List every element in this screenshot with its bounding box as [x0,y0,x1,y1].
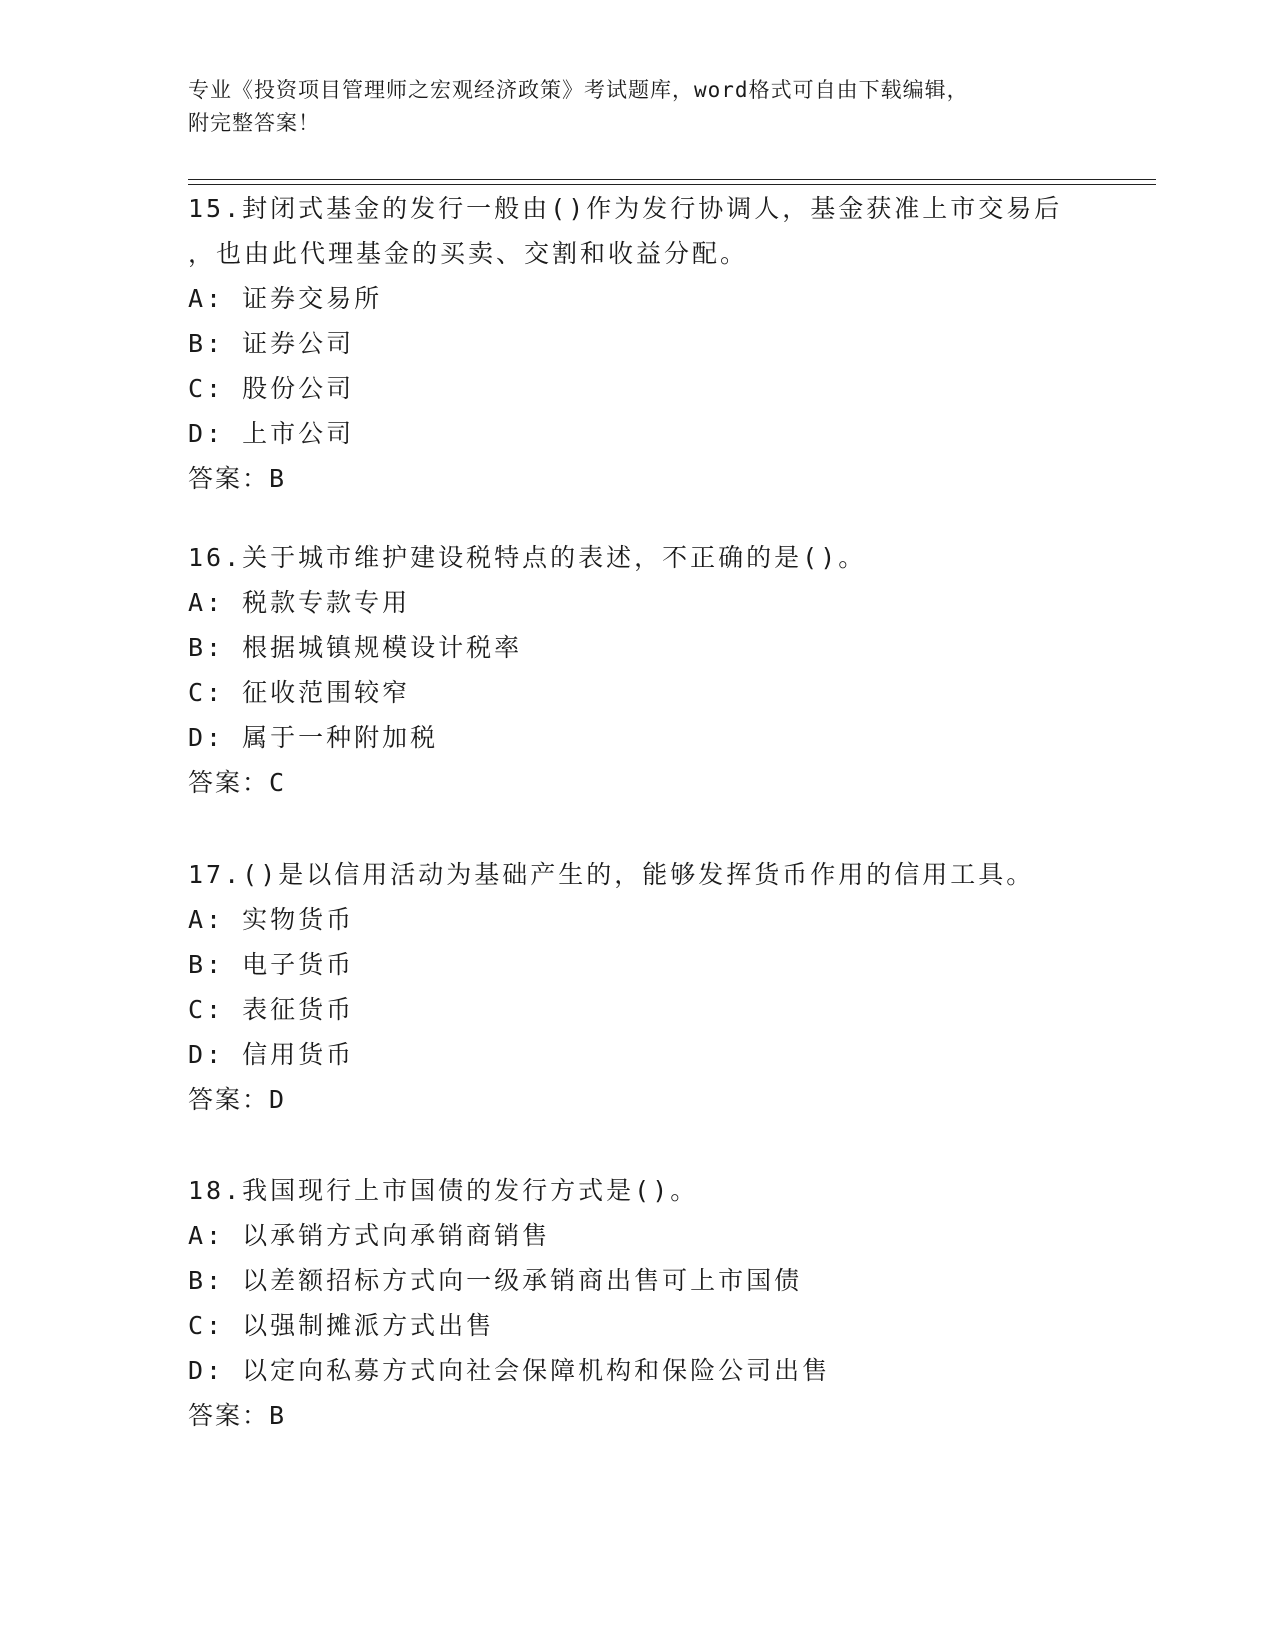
question-stem: 18.我国现行上市国债的发行方式是()。 [188,1176,699,1205]
answer-value: C [269,768,287,797]
option-b: B: 证券公司 [188,329,355,358]
question-stem-continued: ，也由此代理基金的买卖、交割和收益分配。 [188,239,749,268]
option-a: A: 证券交易所 [188,284,383,313]
option-d: D: 以定向私募方式向社会保障机构和保险公司出售 [188,1356,831,1385]
option-d: D: 属于一种附加税 [188,723,439,752]
question-18 [188,1168,1088,1439]
question-stem: 15.封闭式基金的发行一般由()作为发行协调人，基金获准上市交易后 [188,194,1063,223]
header-divider-bottom [188,184,1156,185]
answer-value: D [269,1085,287,1114]
option-c: C: 表征货币 [188,995,355,1024]
header-line-2: 附完整答案！ [188,111,320,135]
answer-label: 答案： [188,464,270,493]
option-b: B: 根据城镇规模设计税率 [188,633,523,662]
header-divider-top [188,179,1156,180]
option-a: A: 以承销方式向承销商销售 [188,1221,551,1250]
answer-value: B [269,1401,287,1430]
option-d: D: 信用货币 [188,1040,355,1069]
question-16 [188,535,1088,806]
option-d: D: 上市公司 [188,419,355,448]
answer-label: 答案： [188,1401,270,1430]
option-c: C: 股份公司 [188,374,355,403]
question-stem: 17.()是以信用活动为基础产生的，能够发挥货币作用的信用工具。 [188,860,1035,889]
answer-line [188,1393,1088,1439]
answer-line [188,456,1088,502]
answer-line [188,1077,1088,1123]
question-15 [188,186,1088,502]
option-c: C: 以强制摊派方式出售 [188,1311,495,1340]
option-b: B: 电子货币 [188,950,355,979]
option-b: B: 以差额招标方式向一级承销商出售可上市国债 [188,1266,803,1295]
header-line-1: 专业《投资项目管理师之宏观经济政策》考试题库，word格式可自由下载编辑， [188,78,969,102]
option-a: A: 实物货币 [188,905,355,934]
answer-label: 答案： [188,768,270,797]
answer-value: B [269,464,287,493]
option-a: A: 税款专款专用 [188,588,411,617]
question-stem: 16.关于城市维护建设税特点的表述，不正确的是()。 [188,543,867,572]
question-17 [188,852,1088,1123]
answer-label: 答案： [188,1085,270,1114]
option-c: C: 征收范围较窄 [188,678,411,707]
answer-line [188,760,1088,806]
document-header [188,74,1088,140]
